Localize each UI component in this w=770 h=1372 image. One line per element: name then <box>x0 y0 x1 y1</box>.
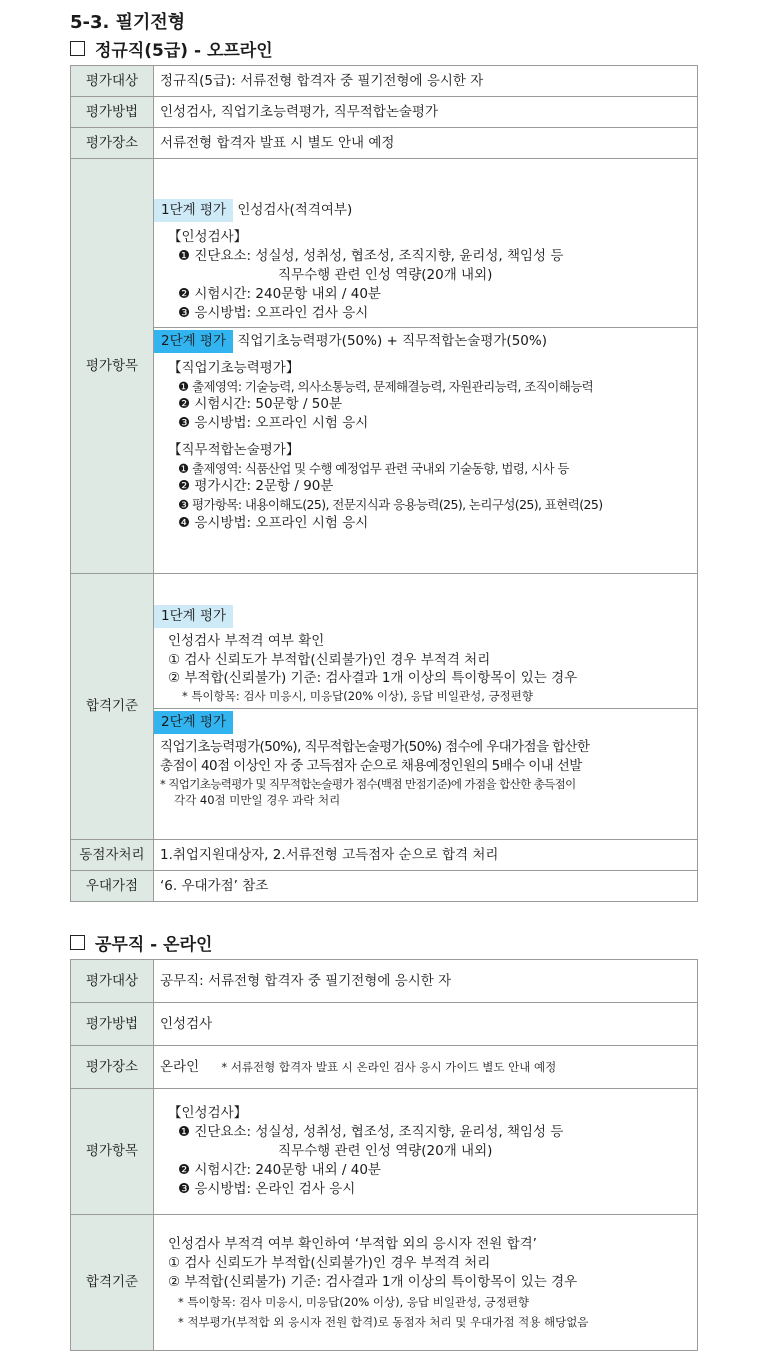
pass-s1-l0: 인성검사 부적격 여부 확인 <box>168 632 325 649</box>
value2-method: 인성검사 <box>154 1003 698 1046</box>
label-tie: 동점자처리 <box>71 840 154 871</box>
value-bonus: ‘6. 우대가점’ 참조 <box>154 871 698 902</box>
stage2-subtitle2: 【직무적합논술평가】 <box>168 441 300 458</box>
pass-s1-l1: ① 검사 신뢰도가 부적합(신뢰불가)인 경우 부적격 처리 <box>168 651 491 668</box>
stage1-line3: ❸ 응시방법: 오프라인 검사 응시 <box>178 304 369 321</box>
value2-place: 온라인 <box>160 1058 200 1075</box>
stage1-title: 인성검사(적격여부) <box>237 202 353 219</box>
checkbox-square-icon <box>70 935 85 950</box>
stage2-a3: ❸ 응시방법: 오프라인 시험 응시 <box>178 414 369 431</box>
label2-target: 평가대상 <box>71 960 154 1003</box>
pass2-note1: * 특이항목: 검사 미응시, 미응답(20% 이상), 응답 비일관성, 긍정편향 <box>178 1294 529 1309</box>
label2-method: 평가방법 <box>71 1003 154 1046</box>
value-target: 정규직(5급): 서류전형 합격자 중 필기전형에 응시한 자 <box>154 66 698 97</box>
pass2-l0: 인성검사 부적격 여부 확인하여 ‘부적합 외의 응시자 전원 합격’ <box>168 1236 537 1253</box>
items2-l1: ❶ 진단요소: 성실성, 성취성, 협조성, 조직지향, 윤리성, 책임성 등 <box>178 1124 564 1141</box>
pass-stage2-badge: 2단계 평가 <box>154 711 233 734</box>
stage2-b2: ❷ 평가시간: 2문항 / 90분 <box>178 478 334 495</box>
value-tie: 1.취업지원대상자, 2.서류전형 고득점자 순으로 합격 처리 <box>154 840 698 871</box>
items-cell <box>154 159 698 574</box>
items-stage1 <box>154 197 697 327</box>
stage2-title: 직업기초능력평가(50%) + 직무적합논술평가(50%) <box>237 332 547 349</box>
pass-stage1-badge: 1단계 평가 <box>154 605 233 628</box>
pass-s1-l2: ② 부적합(신뢰불가) 기준: 검사결과 1개 이상의 특이항목이 있는 경우 <box>168 670 578 687</box>
label-method: 평가방법 <box>71 97 154 128</box>
value2-place-note: * 서류전형 합격자 발표 시 온라인 검사 응시 가이드 별도 안내 예정 <box>221 1059 557 1074</box>
pass-s1-note: * 특이항목: 검사 미응시, 미응답(20% 이상), 응답 비일관성, 긍정편향 <box>182 689 533 704</box>
label-items: 평가항목 <box>71 159 154 574</box>
value-place: 서류전형 합격자 발표 시 별도 안내 예정 <box>154 128 698 159</box>
stage1-line2: ❷ 시험시간: 240문항 내외 / 40분 <box>178 286 381 303</box>
pass-s2-l1: 직업기초능력평가(50%), 직무적합논술평가(50%) 점수에 우대가점을 합산한 <box>160 739 590 756</box>
label2-pass: 합격기준 <box>71 1215 154 1351</box>
stage2-badge: 2단계 평가 <box>154 330 233 353</box>
items2-l2: ❷ 시험시간: 240문항 내외 / 40분 <box>178 1161 381 1178</box>
label-place: 평가장소 <box>71 128 154 159</box>
pass2-l1: ① 검사 신뢰도가 부적합(신뢰불가)인 경우 부적격 처리 <box>168 1254 491 1271</box>
stage1-badge: 1단계 평가 <box>154 199 233 222</box>
checkbox-square-icon <box>70 41 85 56</box>
label2-items: 평가항목 <box>71 1089 154 1215</box>
stage2-b1: ❶ 출제영역: 식품산업 및 수행 예정업무 관련 국내외 기술동향, 법령, 시사 등 <box>178 460 569 476</box>
section1-table <box>70 65 698 902</box>
items2-cell <box>154 1089 698 1215</box>
pass-stage2 <box>154 709 697 810</box>
pass-s2-note1: * 직업기초능력평가 및 직무적합논술평가 점수(백점 만점기준)에 가점을 합산한 총득점이 <box>160 777 576 792</box>
stage2-a1: ❶ 출제영역: 기술능력, 의사소통능력, 문제해결능력, 자원관리능력, 조직이해능력 <box>178 378 594 394</box>
items2-l1b: 직무수행 관련 인성 역량(20개 내외) <box>278 1143 493 1160</box>
items-stage2 <box>154 328 697 535</box>
section1-title-row <box>70 36 273 61</box>
stage2-subtitle1: 【직업기초능력평가】 <box>168 359 300 376</box>
section2-table <box>70 959 698 1351</box>
label-target: 평가대상 <box>71 66 154 97</box>
stage2-a2: ❷ 시험시간: 50문항 / 50분 <box>178 396 343 413</box>
value2-place-cell <box>154 1046 698 1089</box>
section2-title-row <box>70 930 212 955</box>
value2-target: 공무직: 서류전형 합격자 중 필기전형에 응시한 자 <box>154 960 698 1003</box>
stage2-b4: ❹ 응시방법: 오프라인 시험 응시 <box>178 514 369 531</box>
label-bonus: 우대가점 <box>71 871 154 902</box>
section2-title: 공무직 - 온라인 <box>95 935 213 955</box>
section-heading: 5-3. 필기전형 <box>70 12 186 33</box>
label2-place: 평가장소 <box>71 1046 154 1089</box>
pass-s2-note2: 각각 40점 미만일 경우 과락 처리 <box>174 793 341 808</box>
value-method: 인성검사, 직업기초능력평가, 직무적합논술평가 <box>154 97 698 128</box>
pass2-note2: * 적부평가(부적합 외 응시자 전원 합격)로 동점자 처리 및 우대가점 적용 해당없음 <box>178 1314 589 1329</box>
section1-title: 정규직(5급) - 오프라인 <box>95 41 273 61</box>
pass-cell <box>154 574 698 840</box>
stage1-line1: ❶ 진단요소: 성실성, 성취성, 협조성, 조직지향, 윤리성, 책임성 등 <box>178 248 564 265</box>
stage1-line1b: 직무수행 관련 인성 역량(20개 내외) <box>278 267 493 284</box>
pass-stage1 <box>154 603 697 710</box>
label-pass: 합격기준 <box>71 574 154 840</box>
pass2-l2: ② 부적합(신뢰불가) 기준: 검사결과 1개 이상의 특이항목이 있는 경우 <box>168 1273 578 1290</box>
stage1-subtitle: 【인성검사】 <box>168 229 248 246</box>
items2-sub: 【인성검사】 <box>168 1105 248 1122</box>
stage2-b3: ❸ 평가항목: 내용이해도(25), 전문지식과 응용능력(25), 논리구성(25), 표현력(25) <box>178 497 603 513</box>
items2-l3: ❸ 응시방법: 온라인 검사 응시 <box>178 1180 356 1197</box>
pass2-cell <box>154 1215 698 1351</box>
pass-s2-l2: 총점이 40점 이상인 자 중 고득점자 순으로 채용예정인원의 5배수 이내 선발 <box>160 758 582 775</box>
